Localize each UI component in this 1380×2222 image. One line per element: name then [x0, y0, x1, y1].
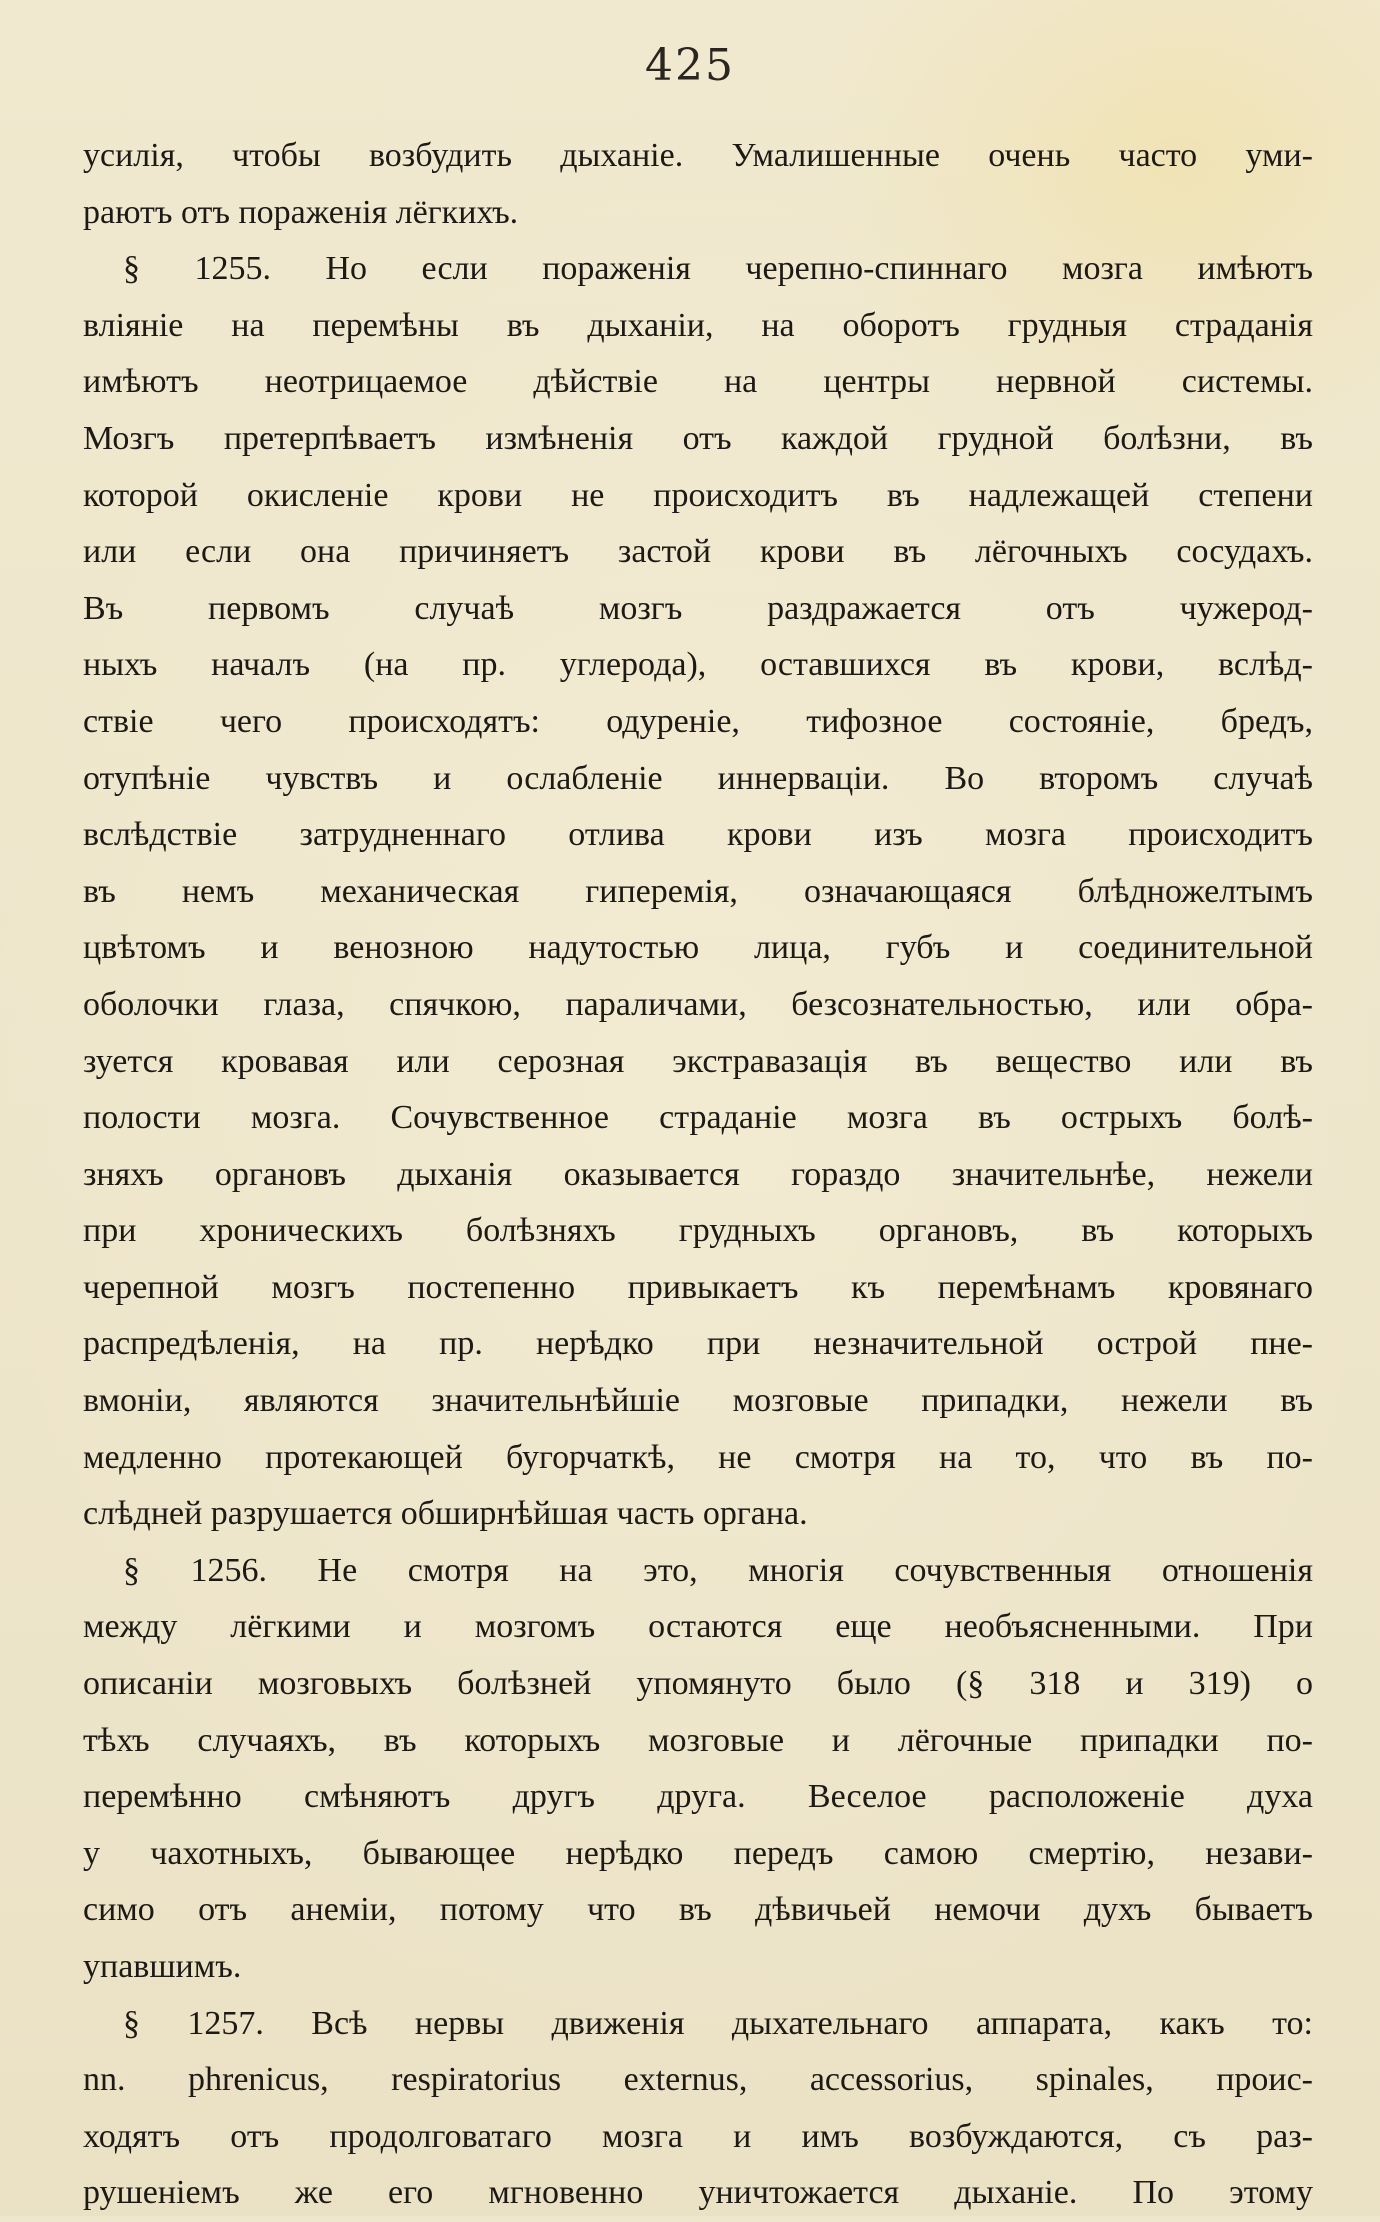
text-line: медленно протекающей бугорчаткѣ, не смотря на то, что въ по-	[83, 1438, 1313, 1476]
text-line: оболочки глаза, спячкою, параличами, безсознательностью, или обра-	[83, 985, 1313, 1023]
text-line: перемѣнно смѣняютъ другъ друга. Веселое расположеніе духа	[83, 1778, 1313, 1816]
text-line: усилія, чтобы возбудить дыханіе. Умалишенные очень часто уми-	[83, 137, 1313, 174]
text-line: слѣдней разрушается обширнѣйшая часть органа.	[83, 1495, 808, 1533]
text-line: отупѣніе чувствъ и ослабленіе иннерваціи. Во второмъ случаѣ	[83, 759, 1313, 797]
text-line: которой окисленіе крови не происходитъ въ надлежащей степени	[83, 476, 1313, 514]
text-line: вслѣдствіе затрудненнаго отлива крови изъ мозга происходитъ	[83, 816, 1313, 854]
paragraph-1255-start: § 1255. Но если пораженія черепно-спиннаго мозга имѣютъ	[123, 250, 1313, 288]
text-line: раютъ отъ пораженія лёгкихъ.	[83, 193, 519, 231]
text-line: зняхъ органовъ дыханія оказывается гораздо значительнѣе, нежели	[83, 1155, 1313, 1193]
text-line: Мозгъ претерпѣваетъ измѣненія отъ каждой грудной болѣзни, въ	[83, 419, 1313, 457]
text-line: описаніи мозговыхъ болѣзней упомянуто было (§ 318 и 319) о	[83, 1665, 1313, 1703]
text-line: ходятъ отъ продолговатаго мозга и имъ возбуждаются, съ раз-	[83, 2117, 1313, 2155]
text-line: рушеніемъ же его мгновенно уничтожается дыханіе. По этому	[83, 2174, 1313, 2212]
text-line: зуется кровавая или серозная экстравазація въ вещество или въ	[83, 1042, 1313, 1080]
text-line: между лёгкими и мозгомъ остаются еще необъясненными. При	[83, 1608, 1313, 1646]
paragraph-1257-start: § 1257. Всѣ нервы движенія дыхательнаго аппарата, какъ то:	[123, 2004, 1313, 2042]
text-line: упавшимъ.	[83, 1948, 242, 1985]
text-line: у чахотныхъ, бывающее нерѣдко передъ самою смертію, незави-	[83, 1834, 1313, 1872]
text-line: симо отъ анеміи, потому что въ дѣвичьей немочи духъ бываетъ	[83, 1891, 1313, 1929]
body-text	[83, 128, 1313, 2222]
text-line: цвѣтомъ и венозною надутостью лица, губъ и соединительной	[83, 929, 1313, 967]
text-line: ствіе чего происходятъ: одуреніе, тифозное состояніе, бредъ,	[83, 702, 1313, 740]
text-line: вмоніи, являются значительнѣйшіе мозговые припадки, нежели въ	[83, 1382, 1313, 1420]
text-line: распредѣленія, на пр. нерѣдко при незначительной острой пне-	[83, 1325, 1313, 1363]
text-line: черепной мозгъ постепенно привыкаетъ къ перемѣнамъ кровянаго	[83, 1268, 1313, 1306]
text-line: тѣхъ случаяхъ, въ которыхъ мозговые и лёгочные припадки по-	[83, 1721, 1313, 1759]
text-line: имѣютъ неотрицаемое дѣйствіе на центры нервной системы.	[83, 363, 1313, 401]
text-line: полости мозга. Сочувственное страданіе мозга въ острыхъ болѣ-	[83, 1099, 1313, 1137]
text-line: ныхъ началъ (на пр. углерода), оставшихся въ крови, вслѣд-	[83, 646, 1313, 684]
text-line: Въ первомъ случаѣ мозгъ раздражается отъ чужерод-	[83, 589, 1313, 627]
text-line: при хроническихъ болѣзняхъ грудныхъ органовъ, въ которыхъ	[83, 1212, 1313, 1250]
text-line: или если она причиняетъ застой крови въ лёгочныхъ сосудахъ.	[83, 533, 1313, 571]
text-line: въ немъ механическая гиперемія, означающаяся блѣдножелтымъ	[83, 872, 1313, 910]
page-number: 425	[645, 40, 735, 91]
text-line: вліяніе на перемѣны въ дыханіи, на оборотъ грудныя страданія	[83, 306, 1313, 344]
text-line: nn. phrenicus, respiratorius externus, accessorius, spinales, проис-	[83, 2061, 1313, 2099]
paragraph-1256-start: § 1256. Не смотря на это, многія сочувственныя отношенія	[123, 1551, 1313, 1589]
